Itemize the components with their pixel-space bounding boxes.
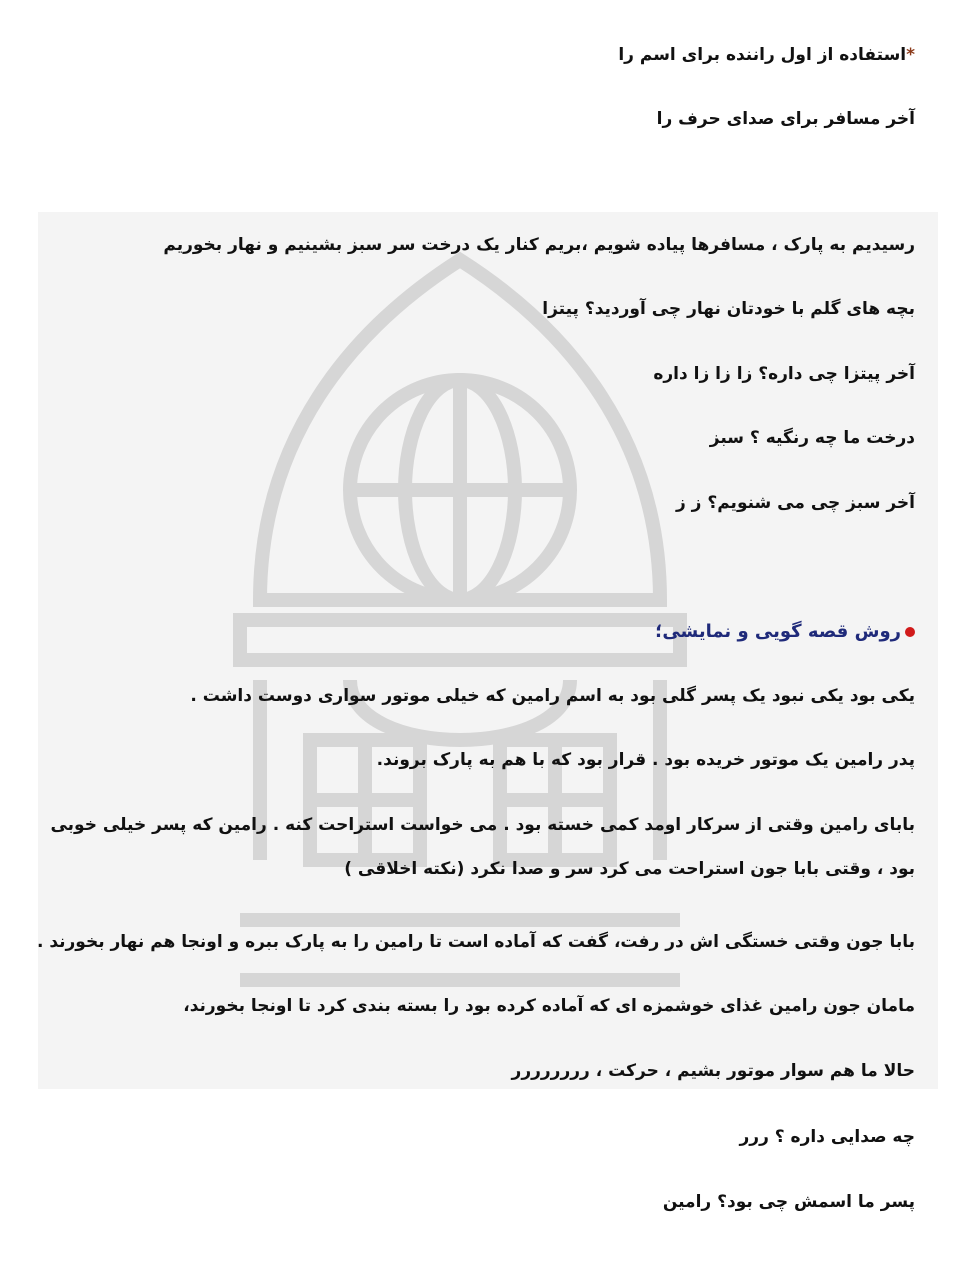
park-line-4: درخت ما چه رنگیه ؟ سبز [709, 428, 915, 448]
bullet-icon [905, 627, 915, 637]
section-heading: روش قصه گویی و نمایشی؛ [655, 620, 915, 644]
story-line-2: پدر رامین یک موتور خریده بود . قرار بود که با هم به پارک بروند. [376, 750, 915, 770]
park-line-5: آخر سبز چی می شنویم؟ ز ز [675, 493, 915, 513]
top-line-2: آخر مسافر برای صدای حرف را [656, 109, 915, 129]
watermark-logo [200, 240, 720, 1040]
park-line-3: آخر پیتزا چی داره؟ زا زا زا داره [653, 364, 915, 384]
park-line-2: بچه های گلم با خودتان نهار چی آوردید؟ پیتزا [542, 299, 915, 319]
story-line-4: بود ، وقتی بابا جون استراحت می کرد سر و صدا نکرد (نکته اخلاقی ) [344, 859, 915, 879]
top-line-1: *استفاده از اول راننده برای اسم را [618, 45, 915, 65]
story-line-8: چه صدایی داره ؟ ررر [739, 1127, 915, 1147]
story-line-3: بابای رامین وقتی از سرکار اومد کمی خسته بود . می خواست استراحت کنه . رامین که پسر خیلی خوبی [50, 815, 915, 835]
park-line-1: رسیدیم به پارک ، مسافرها پیاده شویم ،بریم کنار یک درخت سر سبز بشینیم و نهار بخوریم [163, 235, 915, 255]
story-line-6: مامان جون رامین غذای خوشمزه ای که آماده کرده بود را بسته بندی کرد تا اونجا بخورند، [183, 996, 915, 1016]
story-line-1: یکی بود یکی نبود یک پسر گلی بود به اسم رامین که خیلی موتور سواری دوست داشت . [190, 686, 915, 706]
story-line-5: بابا جون وقتی خستگی اش در رفت، گفت که آماده است تا رامین را به پارک ببره و اونجا هم نهار بخورند . [36, 932, 915, 952]
story-line-9: پسر ما اسمش چی بود؟ رامین [662, 1192, 915, 1212]
asterisk-marker: * [906, 45, 915, 65]
story-line-7: حالا ما هم سوار موتور بشیم ، حرکت ، رررررررر [511, 1061, 915, 1081]
